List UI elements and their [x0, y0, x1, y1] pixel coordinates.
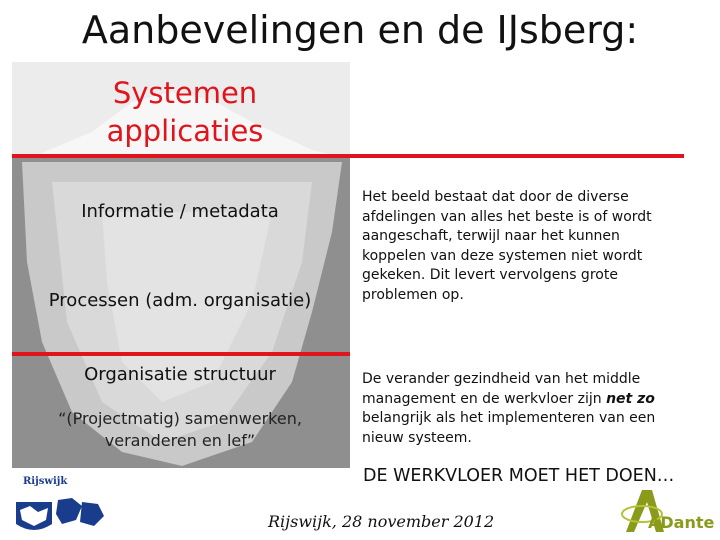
paragraph-systems: Het beeld bestaat dat door de diverse afdelingen van alles het beste is of wordt aangeschaft, terwijl naar het kunnen koppelen van deze systemen niet wordt gekeken. Dit levert vervolgens grote problemen op. — [362, 189, 652, 303]
layer-informatie: Informatie / metadata — [81, 201, 279, 222]
organisation-divider — [12, 352, 350, 356]
systems-label-line2: applicaties — [106, 114, 264, 148]
paragraph-change-tail: belangrijk als het implementeren van een nieuw systeem. — [362, 410, 656, 446]
layer-organisatie: Organisatie structuur — [84, 364, 276, 385]
footer-date: Rijswijk, 28 november 2012 — [268, 512, 495, 531]
quote-line1: “(Projectmatig) samenwerken, — [58, 409, 302, 428]
adante-logo-text: ADante — [648, 513, 715, 532]
quote-text — [30, 408, 330, 452]
paragraph-change — [362, 370, 682, 448]
quote-line2: veranderen en lef” — [104, 431, 256, 450]
layer-processen: Processen (adm. organisatie) — [48, 290, 312, 311]
systems-label-line1: Systemen — [112, 76, 258, 110]
rijswijk-logo-text: Rijswijk — [23, 476, 68, 487]
systems-label — [60, 74, 310, 150]
slide-title: Aanbevelingen en de IJsberg: — [81, 8, 639, 52]
paragraph-change-emphasis: net zo — [606, 390, 655, 407]
paragraph-change-text: De verander gezindheid van het middle management en de werkvloer zijn — [362, 371, 641, 407]
conclusion-heading: DE WERKVLOER MOET HET DOEN… — [363, 466, 675, 486]
waterline-divider — [12, 154, 684, 158]
rijswijk-logo — [12, 480, 142, 538]
